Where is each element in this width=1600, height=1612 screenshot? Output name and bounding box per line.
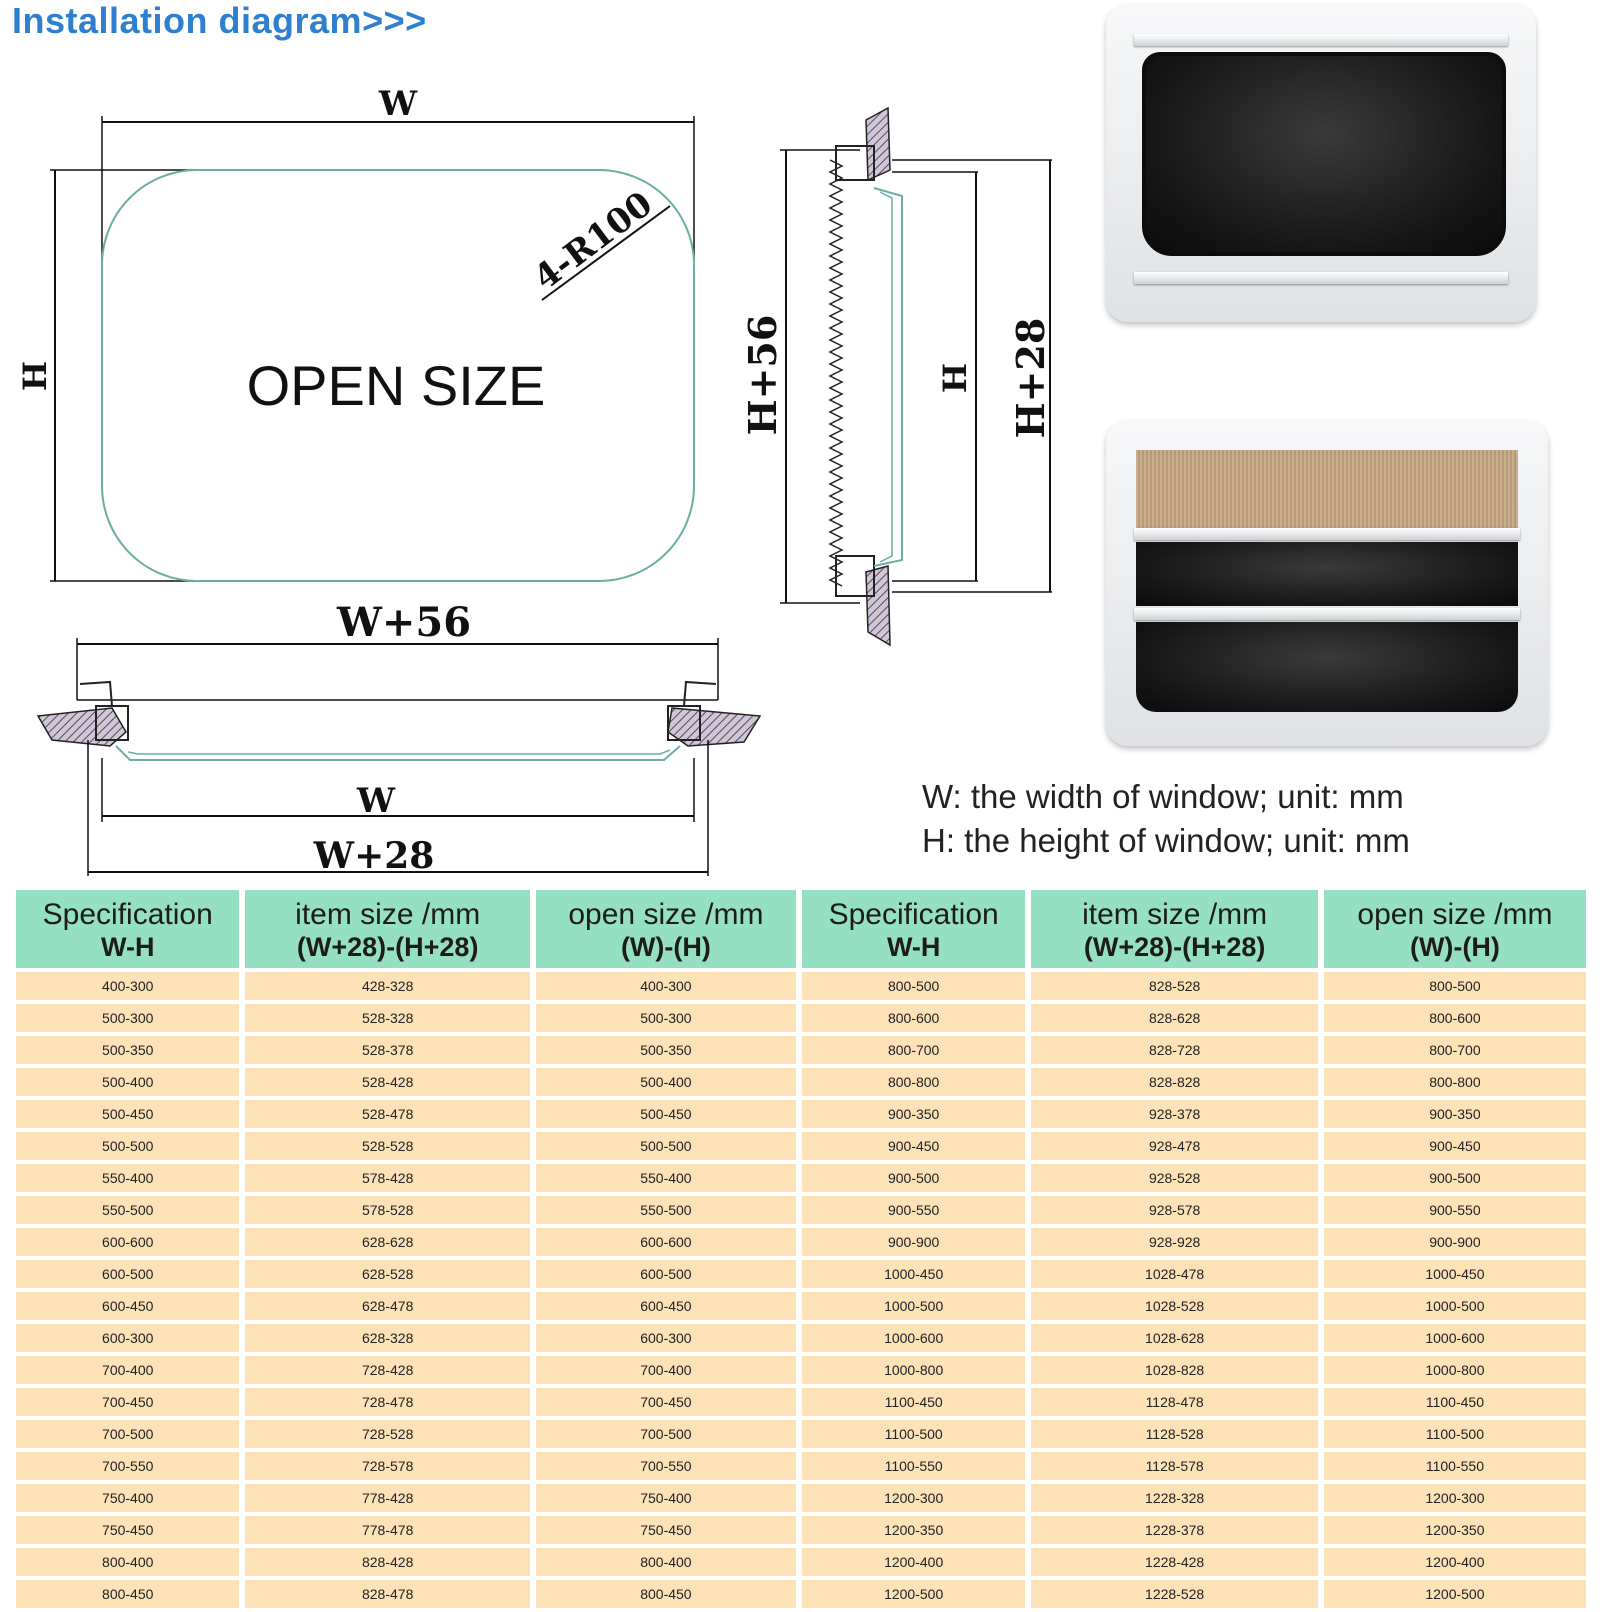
table-cell: 778-478 [245,1516,529,1544]
table-row [16,1580,1586,1608]
table-cell: 578-428 [245,1164,529,1192]
table-cell: 900-500 [802,1164,1025,1192]
column-header-title: Specification [42,898,213,931]
table-cell: 800-450 [16,1580,239,1608]
table-cell: 1200-300 [1324,1484,1586,1512]
side-section-view [740,108,1053,645]
column-header-formula: W-H [101,932,155,962]
table-cell: 500-500 [536,1132,796,1160]
table-cell: 578-528 [245,1196,529,1224]
table-cell: 800-800 [1324,1068,1586,1096]
table-cell: 1100-450 [802,1388,1025,1416]
table-cell: 628-528 [245,1260,529,1288]
table-row [16,1132,1586,1160]
table-cell: 528-328 [245,1004,529,1032]
column-header-formula: W-H [886,932,941,962]
table-cell: 550-400 [536,1164,796,1192]
window-photo-open [1106,4,1536,322]
column-header [536,890,796,968]
table-cell: 1000-450 [802,1260,1025,1288]
side-frame-label: H+28 [1008,317,1053,439]
table-cell: 900-900 [802,1228,1025,1256]
table-cell: 828-828 [1031,1068,1317,1096]
table-cell: 1228-328 [1031,1484,1317,1512]
table-cell: 1100-500 [1324,1420,1586,1448]
table-row [16,1004,1586,1032]
table-cell: 1100-550 [1324,1452,1586,1480]
table-cell: 1028-528 [1031,1292,1317,1320]
table-cell: 1200-300 [802,1484,1025,1512]
table-cell: 928-478 [1031,1132,1317,1160]
table-cell: 800-400 [536,1548,796,1576]
column-header-formula: (W+28)-(H+28) [296,932,479,962]
table-cell: 1200-400 [1324,1548,1586,1576]
table-cell: 728-578 [245,1452,529,1480]
spec-table-header [16,890,1586,968]
table-cell: 1000-600 [802,1324,1025,1352]
table-cell: 1228-378 [1031,1516,1317,1544]
table-row [16,1516,1586,1544]
table-cell: 500-450 [16,1100,239,1128]
table-cell: 728-528 [245,1420,529,1448]
bottom-outer-label: W+56 [336,599,472,646]
table-row [16,1068,1586,1096]
table-cell: 1100-500 [802,1420,1025,1448]
table-cell: 828-428 [245,1548,529,1576]
table-cell: 1228-528 [1031,1580,1317,1608]
column-header [802,890,1025,968]
table-cell: 1100-550 [802,1452,1025,1480]
column-header [1324,890,1586,968]
table-cell: 900-550 [1324,1196,1586,1224]
table-cell: 900-550 [802,1196,1025,1224]
table-cell: 1200-500 [802,1580,1025,1608]
table-cell: 700-400 [16,1356,239,1384]
table-row [16,972,1586,1000]
table-cell: 1128-578 [1031,1452,1317,1480]
table-cell: 628-628 [245,1228,529,1256]
table-cell: 928-528 [1031,1164,1317,1192]
table-cell: 600-600 [16,1228,239,1256]
table-cell: 928-578 [1031,1196,1317,1224]
spec-table-body [16,972,1586,1608]
table-cell: 750-400 [536,1484,796,1512]
bottom-inner-label: W [356,781,396,821]
table-cell: 800-500 [1324,972,1586,1000]
table-cell: 600-500 [16,1260,239,1288]
table-cell: 1028-828 [1031,1356,1317,1384]
table-cell: 428-328 [245,972,529,1000]
table-row [16,1164,1586,1192]
table-cell: 628-328 [245,1324,529,1352]
table-cell: 900-350 [802,1100,1025,1128]
table-cell: 700-450 [536,1388,796,1416]
table-row [16,1548,1586,1576]
table-row [16,1196,1586,1224]
table-row [16,1452,1586,1480]
table-cell: 700-550 [536,1452,796,1480]
table-row [16,1420,1586,1448]
table-cell: 800-700 [1324,1036,1586,1064]
table-row [16,1356,1586,1384]
table-cell: 700-450 [16,1388,239,1416]
table-cell: 728-428 [245,1356,529,1384]
front-height-label: H [16,360,54,392]
table-cell: 1200-500 [1324,1580,1586,1608]
column-header-formula: (W)-(H) [620,932,711,962]
table-cell: 1000-800 [802,1356,1025,1384]
table-cell: 928-378 [1031,1100,1317,1128]
table-cell: 778-428 [245,1484,529,1512]
table-cell: 900-450 [802,1132,1025,1160]
table-cell: 828-628 [1031,1004,1317,1032]
blind-zigzag [830,160,842,586]
table-cell: 800-600 [1324,1004,1586,1032]
column-header-formula: (W)-(H) [1409,932,1500,962]
table-cell: 1100-450 [1324,1388,1586,1416]
table-row [16,1260,1586,1288]
column-header-title: open size /mm [568,898,764,931]
table-cell: 900-500 [1324,1164,1586,1192]
table-cell: 828-728 [1031,1036,1317,1064]
column-header-title: open size /mm [1357,898,1553,931]
table-cell: 528-428 [245,1068,529,1096]
front-width-label: W [378,84,418,124]
table-cell: 1028-628 [1031,1324,1317,1352]
table-cell: 1000-450 [1324,1260,1586,1288]
side-outer-label: H+56 [740,314,785,436]
table-cell: 1028-478 [1031,1260,1317,1288]
table-cell: 1200-350 [1324,1516,1586,1544]
spec-table [10,886,1592,1612]
column-header-formula: (W+28)-(H+28) [1083,932,1266,962]
table-row [16,1324,1586,1352]
table-cell: 728-478 [245,1388,529,1416]
table-cell: 528-528 [245,1132,529,1160]
column-header [1031,890,1317,968]
bottom-frame-label: W+28 [313,835,435,877]
column-header-title: item size /mm [1082,898,1268,931]
table-cell: 600-450 [16,1292,239,1320]
table-cell: 750-400 [16,1484,239,1512]
column-header [245,890,529,968]
table-cell: 600-300 [536,1324,796,1352]
table-cell: 1000-500 [802,1292,1025,1320]
table-cell: 800-400 [16,1548,239,1576]
table-cell: 900-450 [1324,1132,1586,1160]
table-cell: 800-600 [802,1004,1025,1032]
table-cell: 600-600 [536,1228,796,1256]
table-cell: 550-500 [16,1196,239,1224]
table-cell: 500-350 [536,1036,796,1064]
table-cell: 550-400 [16,1164,239,1192]
table-cell: 700-500 [536,1420,796,1448]
table-cell: 800-800 [802,1068,1025,1096]
table-cell: 1000-500 [1324,1292,1586,1320]
column-header-title: item size /mm [295,898,481,931]
width-note: W: the width of window; unit: mm [922,778,1404,815]
window-photo-blind [1106,420,1548,746]
table-cell: 550-500 [536,1196,796,1224]
table-cell: 1128-478 [1031,1388,1317,1416]
table-cell: 900-350 [1324,1100,1586,1128]
table-cell: 1228-428 [1031,1548,1317,1576]
page-title: Installation diagram>>> [12,0,427,41]
table-row [16,1036,1586,1064]
table-cell: 750-450 [16,1516,239,1544]
table-cell: 500-450 [536,1100,796,1128]
front-view [16,84,694,581]
column-header [16,890,239,968]
table-cell: 400-300 [536,972,796,1000]
table-cell: 500-400 [16,1068,239,1096]
side-inner-label: H [936,362,974,394]
column-header-title: Specification [828,898,999,931]
table-cell: 828-478 [245,1580,529,1608]
table-cell: 400-300 [16,972,239,1000]
table-cell: 628-478 [245,1292,529,1320]
table-cell: 800-450 [536,1580,796,1608]
table-cell: 1128-528 [1031,1420,1317,1448]
table-cell: 1200-350 [802,1516,1025,1544]
table-cell: 800-700 [802,1036,1025,1064]
radius-label: 4-R100 [526,184,661,299]
table-row [16,1388,1586,1416]
table-cell: 700-550 [16,1452,239,1480]
table-cell: 828-528 [1031,972,1317,1000]
open-size-label: OPEN SIZE [246,354,546,417]
table-cell: 528-478 [245,1100,529,1128]
table-cell: 700-500 [16,1420,239,1448]
bottom-section-view [38,599,760,877]
table-cell: 600-500 [536,1260,796,1288]
table-cell: 750-450 [536,1516,796,1544]
table-cell: 500-500 [16,1132,239,1160]
table-row [16,1100,1586,1128]
table-cell: 528-378 [245,1036,529,1064]
table-cell: 1200-400 [802,1548,1025,1576]
table-cell: 500-400 [536,1068,796,1096]
table-row [16,1484,1586,1512]
table-cell: 1000-800 [1324,1356,1586,1384]
table-cell: 500-300 [16,1004,239,1032]
table-cell: 700-400 [536,1356,796,1384]
table-cell: 600-450 [536,1292,796,1320]
table-cell: 500-300 [536,1004,796,1032]
table-cell: 600-300 [16,1324,239,1352]
height-note: H: the height of window; unit: mm [922,822,1410,859]
table-cell: 928-928 [1031,1228,1317,1256]
table-cell: 800-500 [802,972,1025,1000]
table-cell: 1000-600 [1324,1324,1586,1352]
table-row [16,1228,1586,1256]
table-row [16,1292,1586,1320]
table-cell: 900-900 [1324,1228,1586,1256]
table-cell: 500-350 [16,1036,239,1064]
